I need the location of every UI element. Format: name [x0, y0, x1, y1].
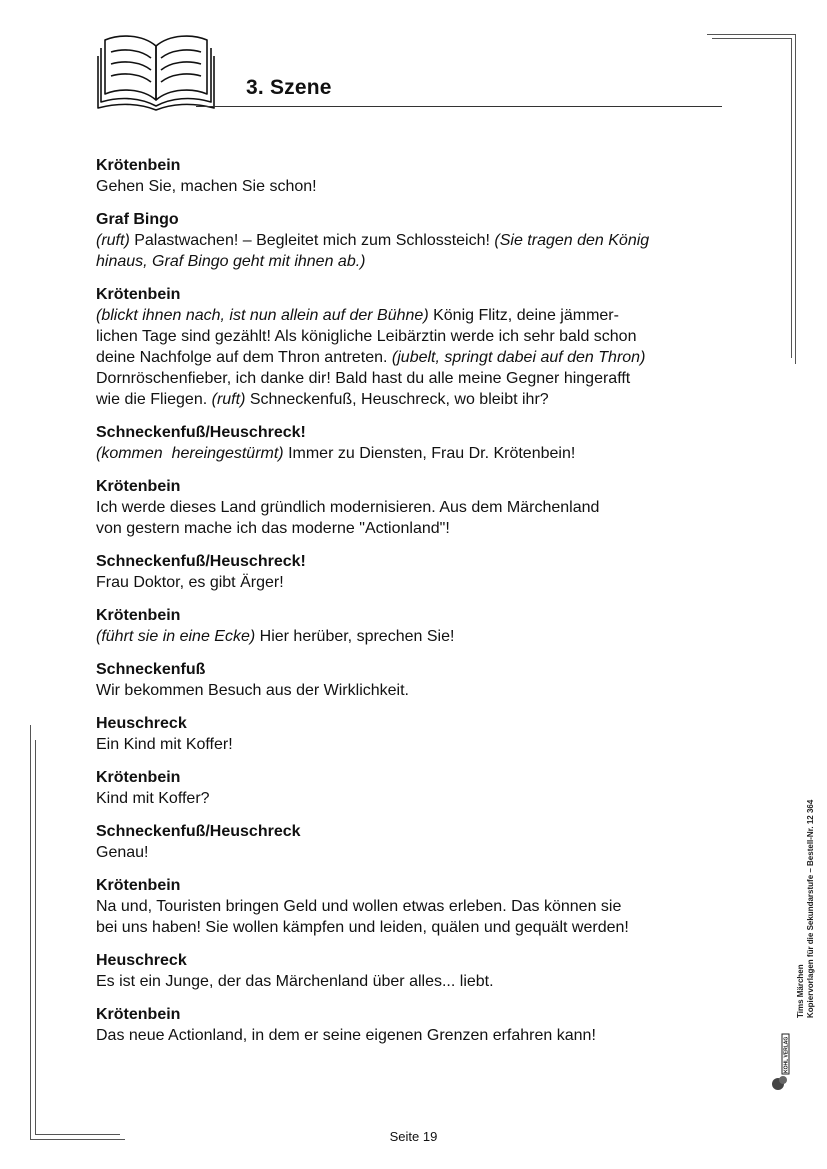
spoken-text: Wir bekommen Besuch aus der Wirklichkeit.: [96, 682, 409, 699]
dialogue-line: [96, 1025, 736, 1046]
dialogue-line: [96, 917, 736, 938]
speaker-name: Krötenbein: [96, 478, 181, 495]
sidebar-imprint-title: Tims Märchen: [796, 964, 805, 1018]
spoken-text: König Flitz, deine jämmer-: [428, 307, 619, 324]
stage-direction: (ruft): [96, 232, 130, 249]
dialogue-block: [96, 950, 736, 992]
frame-top-right-line-inner: [712, 38, 791, 39]
speaker-name: Krötenbein: [96, 157, 181, 174]
dialogue-block: [96, 767, 736, 809]
spoken-text: Schneckenfuß, Heuschreck, wo bleibt ihr?: [245, 391, 549, 408]
sidebar-imprint-order: Kopiervorlagen für die Sekundarstufe – Bestell-Nr. 12 364: [806, 799, 815, 1018]
dialogue-line: [96, 326, 736, 347]
dialogue-line: [96, 971, 736, 992]
dialogue-line: [96, 389, 736, 410]
speaker-name: Heuschreck: [96, 715, 187, 732]
publisher-name: KOHL VERLAG: [783, 1036, 790, 1073]
spoken-text: bei uns haben! Sie wollen kämpfen und leiden, quälen und gequält werden!: [96, 919, 629, 936]
dialogue-block: [96, 551, 736, 593]
dialogue-line: [96, 734, 736, 755]
speaker-name: Schneckenfuß/Heuschreck!: [96, 553, 306, 570]
dialogue-block: [96, 1004, 736, 1046]
speaker-name: Krötenbein: [96, 769, 181, 786]
dialogue-line: [96, 230, 736, 251]
speaker-name: Krötenbein: [96, 877, 181, 894]
dialogue-line: [96, 788, 736, 809]
speaker-name: Graf Bingo: [96, 211, 179, 228]
stage-direction: hinaus, Graf Bingo geht mit ihnen ab.): [96, 253, 366, 270]
dialogue-line: [96, 176, 736, 197]
dialogue-line: [96, 251, 736, 272]
dialogue-line: [96, 626, 736, 647]
spoken-text: Ich werde dieses Land gründlich modernisieren. Aus dem Märchenland: [96, 499, 600, 516]
scene-title: 3. Szene: [246, 76, 332, 99]
frame-left-line-inner: [35, 740, 36, 1135]
spoken-text: wie die Fliegen.: [96, 391, 212, 408]
dialogue-block: [96, 659, 736, 701]
dialogue-block: [96, 713, 736, 755]
dialogue-block: [96, 422, 736, 464]
open-book-icon: [97, 28, 215, 112]
dialogue-line: [96, 518, 736, 539]
spoken-text: von gestern mache ich das moderne "Actionland"!: [96, 520, 450, 537]
dialogue-block: [96, 284, 736, 410]
speaker-name: Schneckenfuß: [96, 661, 206, 678]
spoken-text: Ein Kind mit Koffer!: [96, 736, 233, 753]
spoken-text: Frau Doktor, es gibt Ärger!: [96, 574, 284, 591]
spoken-text: Palastwachen! – Begleitet mich zum Schlossteich!: [129, 232, 495, 249]
dialogue-line: [96, 305, 736, 326]
stage-direction: (blickt ihnen nach, ist nun allein auf der Bühne): [96, 307, 429, 324]
dialogue-block: [96, 605, 736, 647]
dialogue-block: [96, 875, 736, 938]
dialogue-block: [96, 821, 736, 863]
speaker-name: Schneckenfuß/Heuschreck!: [96, 424, 306, 441]
speaker-name: Schneckenfuß/Heuschreck: [96, 823, 301, 840]
spoken-text: Dornröschenfieber, ich danke dir! Bald hast du alle meine Gegner hingerafft: [96, 370, 631, 387]
spoken-text: Na und, Touristen bringen Geld und wollen etwas erleben. Das können sie: [96, 898, 622, 915]
spoken-text: deine Nachfolge auf dem Thron antreten.: [96, 349, 392, 366]
spoken-text: Kind mit Koffer?: [96, 790, 210, 807]
publisher-logo: [769, 1014, 791, 1094]
stage-direction: (Sie tragen den König: [494, 232, 650, 249]
stage-direction: (kommen hereingestürmt): [96, 445, 284, 462]
spoken-text: Das neue Actionland, in dem er seine eigenen Grenzen erfahren kann!: [96, 1027, 596, 1044]
sidebar-imprint: [796, 800, 816, 1018]
dialogue-block: [96, 155, 736, 197]
title-rule: [196, 106, 722, 107]
stage-direction: (jubelt, springt dabei auf den Thron): [391, 349, 646, 366]
stage-direction: (ruft): [211, 391, 246, 408]
spoken-text: lichen Tage sind gezählt! Als königliche Leibärztin werde ich sehr bald schon: [96, 328, 637, 345]
dialogue-line: [96, 842, 736, 863]
spoken-text: Genau!: [96, 844, 149, 861]
stage-direction: (führt sie in eine Ecke): [96, 628, 256, 645]
page-number: Seite 19: [389, 1129, 438, 1144]
dialogue-line: [96, 347, 736, 368]
spoken-text: Hier herüber, sprechen Sie!: [255, 628, 455, 645]
dialogue-line: [96, 896, 736, 917]
speaker-name: Krötenbein: [96, 286, 181, 303]
dialogue-line: [96, 572, 736, 593]
dialogue-block: [96, 209, 736, 272]
dialogue-script: [96, 155, 736, 1058]
spoken-text: Gehen Sie, machen Sie schon!: [96, 178, 317, 195]
spoken-text: Es ist ein Junge, der das Märchenland über alles... liebt.: [96, 973, 494, 990]
dialogue-block: [96, 476, 736, 539]
dialogue-line: [96, 497, 736, 518]
dialogue-line: [96, 443, 736, 464]
dialogue-line: [96, 680, 736, 701]
speaker-name: Krötenbein: [96, 607, 181, 624]
speaker-name: Heuschreck: [96, 952, 187, 969]
spoken-text: Immer zu Diensten, Frau Dr. Krötenbein!: [283, 445, 576, 462]
speaker-name: Krötenbein: [96, 1006, 181, 1023]
frame-right-line: [795, 34, 796, 364]
frame-top-right-line: [707, 34, 796, 35]
dialogue-line: [96, 368, 736, 389]
frame-right-line-inner: [791, 38, 792, 358]
frame-left-line: [30, 725, 31, 1140]
